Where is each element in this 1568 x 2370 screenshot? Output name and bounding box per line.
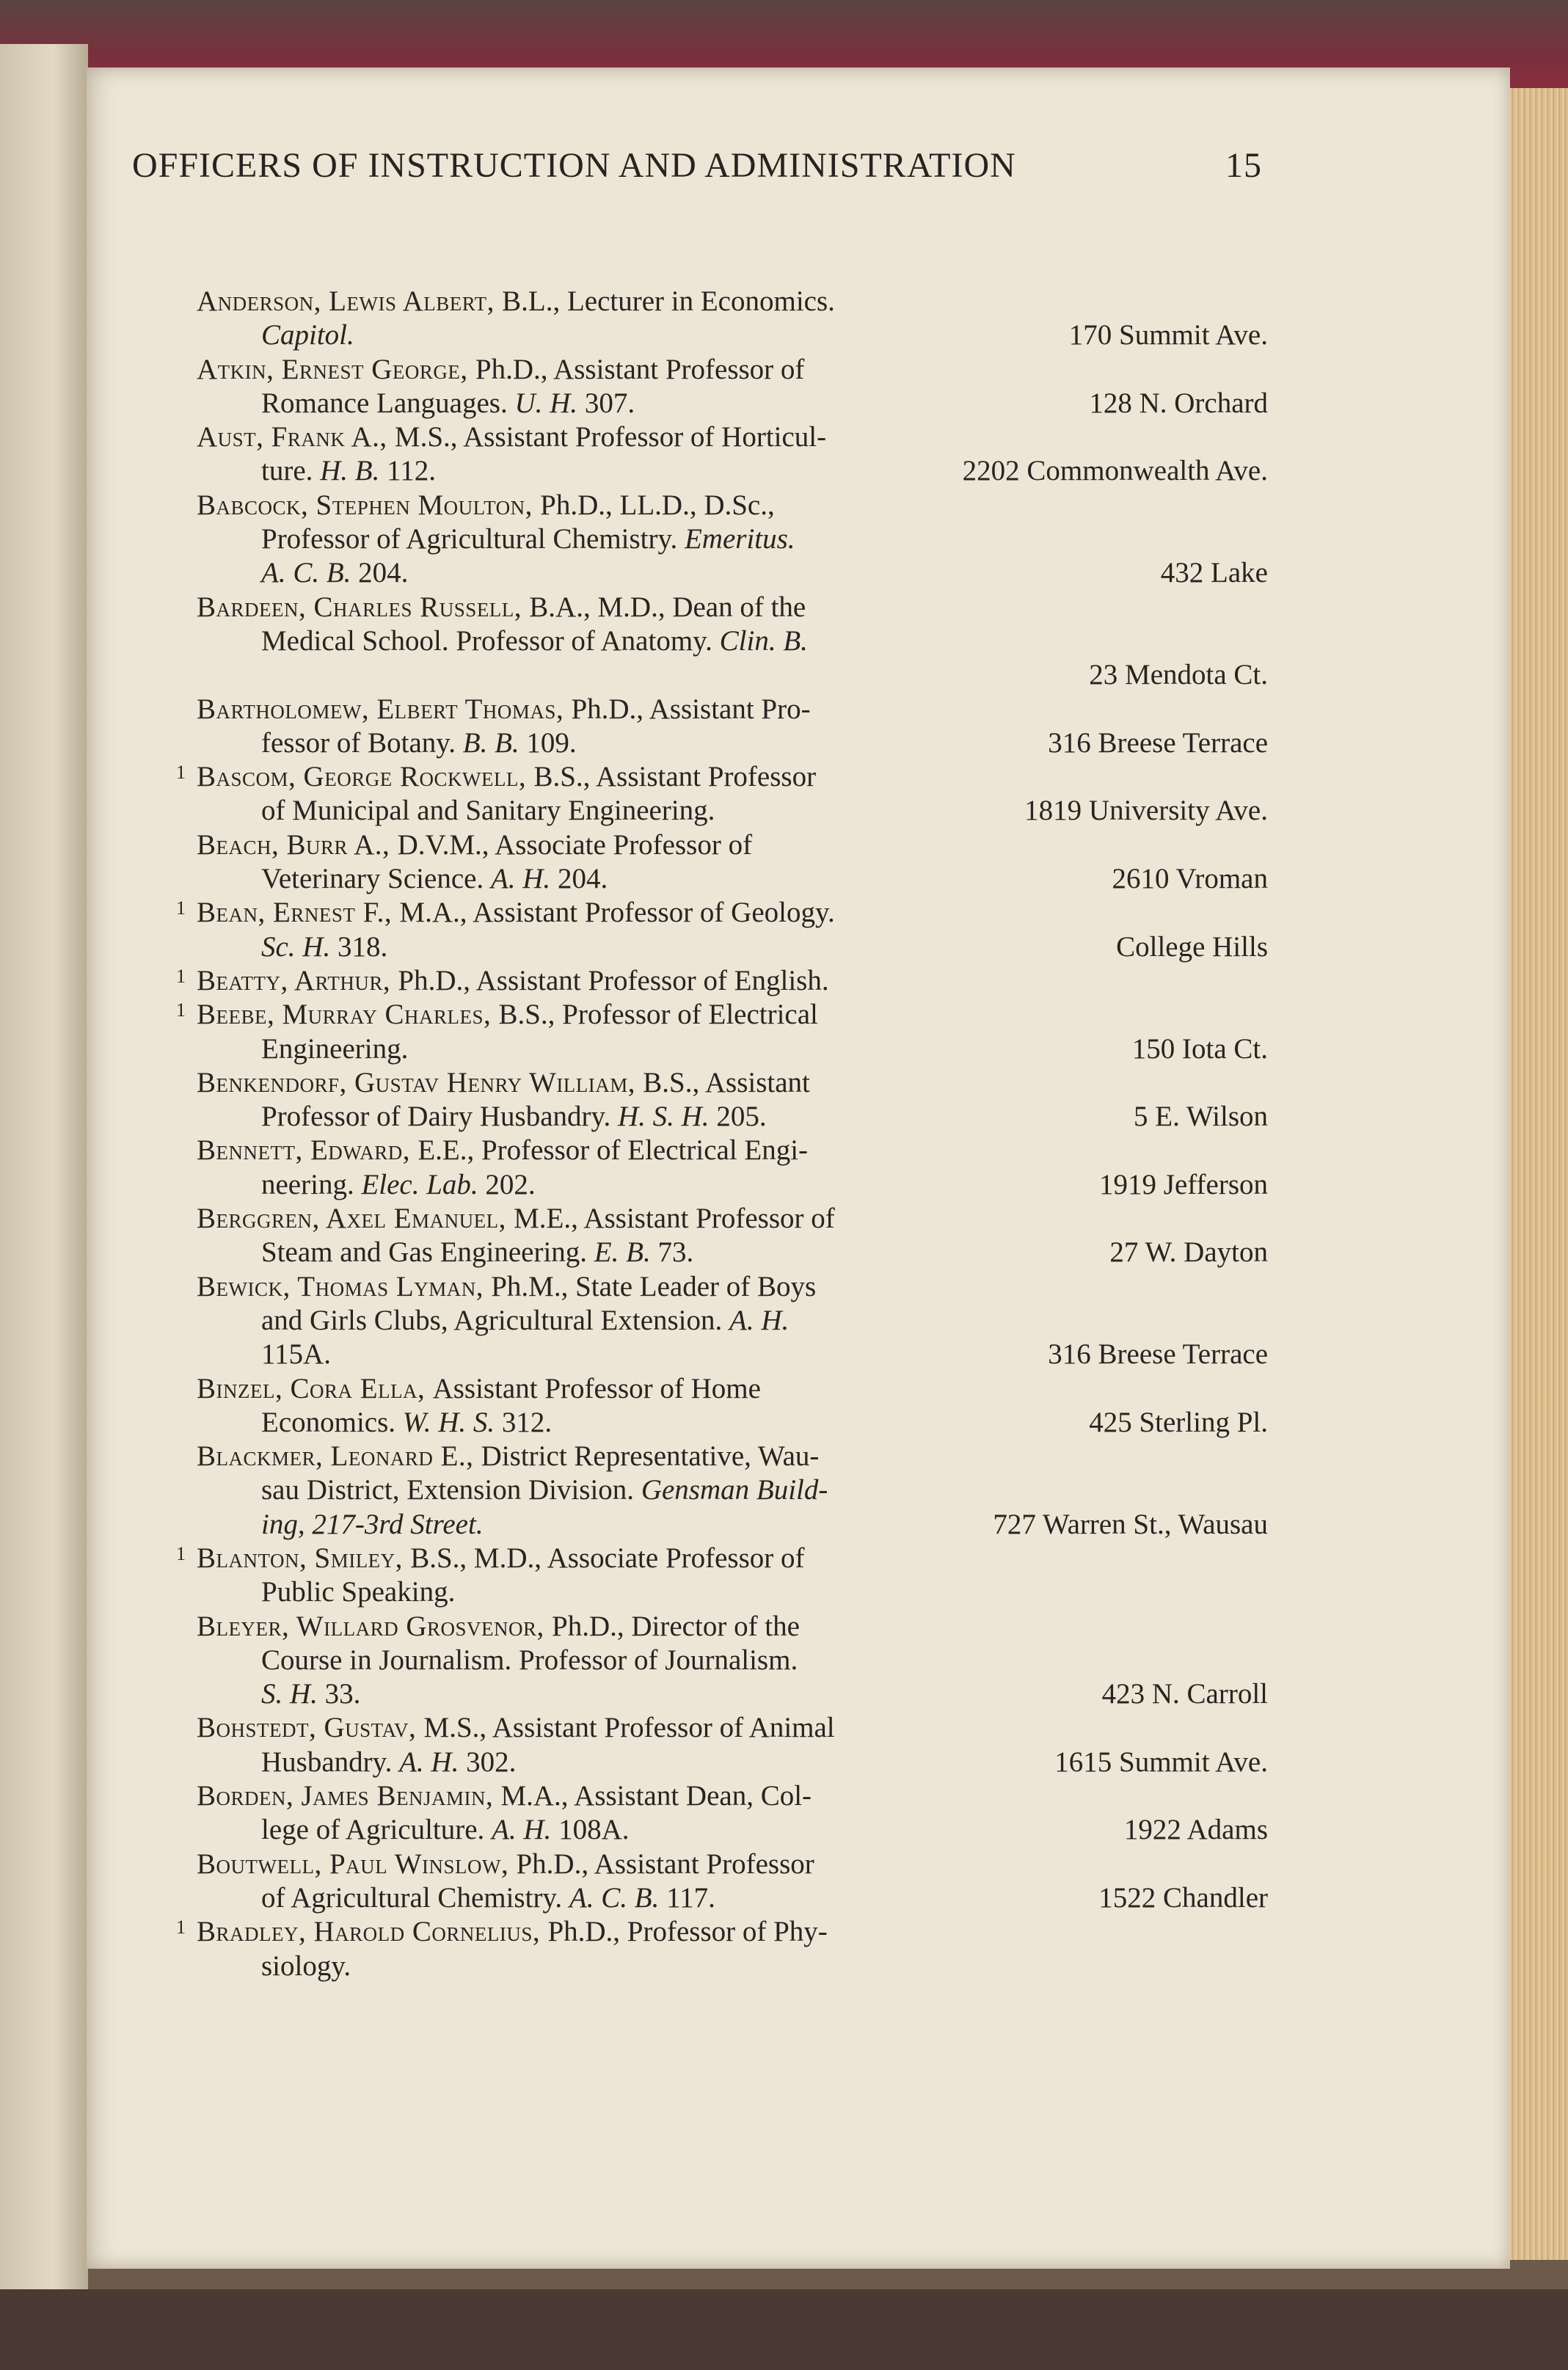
directory-entry (197, 420, 1268, 489)
directory-entry (197, 693, 1268, 761)
continuation-text: Sc. H. 318. (261, 930, 388, 963)
continuation-text: of Municipal and Sanitary Engineering. (261, 795, 715, 827)
directory-entry (197, 1066, 1268, 1134)
entry-line (197, 1881, 1268, 1915)
home-address: 432 Lake (1160, 557, 1268, 589)
entry-line (197, 1338, 1268, 1371)
continuation-text: neering. Elec. Lab. 202. (261, 1168, 536, 1200)
running-head (132, 145, 1262, 186)
continuation-text: Economics. W. H. S. 312. (261, 1406, 553, 1438)
title-text: Ph.D., Assistant Professor (516, 1848, 814, 1880)
person-name: Boutwell, Paul Winslow, (197, 1848, 517, 1880)
entry-line (197, 658, 1268, 692)
person-name: Atkin, Ernest George, (197, 353, 475, 385)
entry-line (197, 556, 1268, 590)
entry-line (197, 318, 1268, 352)
footnote-marker: 1 (176, 965, 186, 987)
entry-line (197, 522, 1268, 556)
person-name: Aust, Frank A., (197, 421, 395, 453)
person-name: Bennett, Edward, (197, 1134, 418, 1167)
location-abbrev: Clin. B. (719, 624, 808, 657)
entry-line (197, 1711, 1268, 1745)
entry-line (197, 353, 1268, 387)
title-text: Ph.D., Assistant Pro- (571, 693, 811, 725)
location-abbrev: ing, 217-3rd Street. (261, 1508, 484, 1540)
entry-line (197, 1100, 1268, 1134)
home-address: 2202 Commonwealth Ave. (962, 455, 1268, 487)
continuation-text: Course in Journalism. Professor of Journalism. (261, 1644, 798, 1676)
person-name: Bardeen, Charles Russell, (197, 591, 530, 623)
location-abbrev: W. H. S. (402, 1406, 502, 1438)
continuation-text: of Agricultural Chemistry. A. C. B. 117. (261, 1881, 715, 1914)
entry-line (197, 1848, 1268, 1881)
location-abbrev: Emeritus. (684, 523, 795, 555)
directory-entry (176, 896, 1268, 964)
directory-entry (176, 1915, 1268, 1983)
person-name: Bohstedt, Gustav, (197, 1712, 424, 1744)
location-abbrev: B. B. (462, 726, 527, 759)
title-text: Ph.D., LL.D., D.Sc., (540, 489, 775, 521)
entry-line (197, 1575, 1268, 1609)
entry-line (197, 454, 1268, 488)
continuation-text: Professor of Dairy Husbandry. H. S. H. 205. (261, 1101, 767, 1133)
title-text: District Representative, Wau- (481, 1440, 820, 1473)
directory-entry (197, 489, 1268, 591)
entry-line (197, 1779, 1268, 1813)
footnote-marker: 1 (176, 762, 186, 784)
home-address: College Hills (1116, 930, 1268, 963)
book-cover-bottom (0, 2289, 1568, 2370)
home-address: 316 Breese Terrace (1048, 1338, 1268, 1371)
location-abbrev: Capitol. (261, 319, 354, 351)
continuation-text: S. H. 33. (261, 1678, 361, 1710)
location-abbrev: A. H. (490, 863, 558, 895)
entry-line (197, 1406, 1268, 1440)
entry-line (197, 1440, 1268, 1473)
title-text: B.S., M.D., Associate Professor of (410, 1542, 805, 1574)
title-text: Ph.D., Assistant Professor of (475, 353, 805, 385)
title-text: B.L., Lecturer in Economics. (502, 285, 835, 317)
entry-line (176, 998, 1268, 1032)
continuation-text: Husbandry. A. H. 302. (261, 1746, 517, 1778)
person-name: Blanton, Smiley, (197, 1542, 411, 1574)
title-text: B.S., Professor of Electrical (498, 999, 818, 1031)
footnote-marker: 1 (176, 1917, 186, 1939)
continuation-text: 115A. (261, 1338, 331, 1371)
entry-line (197, 1950, 1268, 1983)
title-text: Ph.D., Assistant Professor of English. (398, 964, 829, 996)
person-name: Berggren, Axel Emanuel, (197, 1203, 514, 1235)
location-abbrev: A. C. B. (261, 557, 359, 589)
running-head-title: OFFICERS OF INSTRUCTION AND ADMINISTRATION (132, 146, 1016, 185)
continuation-text: lege of Agriculture. A. H. 108A. (261, 1814, 630, 1846)
entry-line (197, 1032, 1268, 1066)
location-abbrev: Gensman Build- (641, 1474, 828, 1506)
title-text: B.A., M.D., Dean of the (529, 591, 806, 623)
location-abbrev: E. B. (594, 1236, 658, 1269)
location-abbrev: Elec. Lab. (361, 1168, 478, 1200)
entry-line (197, 591, 1268, 624)
entry-line (197, 726, 1268, 760)
directory-entry (197, 1779, 1268, 1848)
directory-entry (197, 1202, 1268, 1270)
home-address: 23 Mendota Ct. (1089, 659, 1268, 691)
person-name: Bean, Ernest F., (197, 897, 400, 929)
location-abbrev: A. H. (729, 1304, 790, 1336)
entry-line (197, 1372, 1268, 1406)
entry-line (197, 1677, 1268, 1711)
entry-line (197, 693, 1268, 726)
title-text: M.A., Assistant Dean, Col- (500, 1780, 812, 1812)
person-name: Bartholomew, Elbert Thomas, (197, 693, 572, 725)
title-text: D.V.M., Associate Professor of (397, 828, 753, 861)
entry-line (197, 1270, 1268, 1304)
home-address: 150 Iota Ct. (1131, 1032, 1268, 1065)
home-address: 1615 Summit Ave. (1054, 1746, 1268, 1778)
home-address: 425 Sterling Pl. (1089, 1406, 1268, 1438)
entry-line (197, 1610, 1268, 1644)
person-name: Blackmer, Leonard E., (197, 1440, 481, 1473)
continuation-text: siology. (261, 1950, 351, 1982)
location-abbrev: H. B. (320, 455, 387, 487)
person-name: Bewick, Thomas Lyman, (197, 1270, 492, 1302)
person-name: Bascom, George Rockwell, (197, 761, 534, 793)
person-name: Binzel, Cora Ella, (197, 1372, 433, 1404)
title-text: Ph.D., Director of the (552, 1610, 800, 1642)
home-address: 423 N. Carroll (1101, 1678, 1268, 1710)
continuation-text: Engineering. (261, 1032, 409, 1065)
title-text: M.A., Assistant Professor of Geology. (399, 897, 835, 929)
person-name: Anderson, Lewis Albert, (197, 285, 503, 317)
title-text: Ph.D., Professor of Phy- (547, 1916, 828, 1948)
entry-line (197, 1168, 1268, 1202)
directory-entry (197, 1711, 1268, 1779)
home-address: 170 Summit Ave. (1068, 319, 1268, 351)
directory-entry (197, 1372, 1268, 1440)
entry-line (176, 1915, 1268, 1949)
directory-entry (197, 1848, 1268, 1916)
page-number: 15 (1225, 146, 1262, 185)
footnote-marker: 1 (176, 1542, 186, 1564)
continuation-text: Public Speaking. (261, 1576, 456, 1608)
entry-line (197, 1236, 1268, 1269)
continuation-text: Medical School. Professor of Anatomy. Clin. B. (261, 624, 808, 657)
home-address: 1922 Adams (1123, 1814, 1268, 1846)
entry-line (197, 420, 1268, 454)
entry-line (197, 285, 1268, 318)
entry-line (197, 387, 1268, 420)
title-text: B.S., Assistant Professor (533, 761, 817, 793)
title-text: Assistant Professor of Home (432, 1372, 761, 1404)
directory-entry (197, 1270, 1268, 1372)
continuation-text: ture. H. B. 112. (261, 455, 436, 487)
continuation-text: Professor of Agricultural Chemistry. Emeritus. (261, 523, 795, 555)
directory-entry (197, 828, 1268, 897)
person-name: Bleyer, Willard Grosvenor, (197, 1610, 553, 1642)
entry-line (197, 624, 1268, 658)
continuation-text (261, 319, 354, 351)
entry-line (176, 1542, 1268, 1575)
directory-entry (197, 591, 1268, 693)
continuation-text: A. C. B. 204. (261, 557, 409, 589)
facing-page-edge (0, 44, 88, 2304)
location-abbrev: H. S. H. (617, 1101, 717, 1133)
title-text: M.S., Assistant Professor of Animal (423, 1712, 835, 1744)
directory-entry (197, 285, 1268, 353)
entry-line (197, 862, 1268, 896)
entry-line (197, 1134, 1268, 1167)
title-text: M.E., Assistant Professor of (514, 1203, 835, 1235)
directory-entry (176, 760, 1268, 828)
home-address: 727 Warren St., Wausau (993, 1508, 1268, 1540)
person-name: Beatty, Arthur, (197, 964, 398, 996)
entry-line (197, 1066, 1268, 1100)
entry-line (197, 1644, 1268, 1677)
entry-line (197, 1746, 1268, 1779)
home-address: 27 W. Dayton (1109, 1236, 1268, 1269)
home-address: 1522 Chandler (1098, 1881, 1268, 1914)
entry-line (197, 1304, 1268, 1338)
entry-line (197, 930, 1268, 964)
entry-line (176, 896, 1268, 930)
person-name: Benkendorf, Gustav Henry William, (197, 1066, 643, 1098)
location-abbrev: A. H. (492, 1814, 559, 1846)
entry-line (197, 489, 1268, 522)
person-name: Borden, James Benjamin, (197, 1780, 501, 1812)
title-text: M.S., Assistant Professor of Horticul- (394, 421, 827, 453)
person-name: Babcock, Stephen Moulton, (197, 489, 541, 521)
title-text: E.E., Professor of Electrical Engi- (417, 1134, 809, 1167)
directory-entry (197, 1134, 1268, 1202)
entry-line (197, 828, 1268, 862)
entry-line (197, 1508, 1268, 1542)
directory-entry (176, 1542, 1268, 1610)
entry-line (176, 760, 1268, 794)
directory-entries (176, 285, 1268, 1983)
entry-line (197, 1473, 1268, 1507)
person-name: Bradley, Harold Cornelius, (197, 1916, 548, 1948)
directory-entry (197, 353, 1268, 421)
entry-line (197, 1813, 1268, 1847)
continuation-text: Veterinary Science. A. H. 204. (261, 863, 608, 895)
continuation-text: Romance Languages. U. H. 307. (261, 387, 635, 419)
home-address: 128 N. Orchard (1089, 387, 1268, 419)
location-abbrev: S. H. (261, 1678, 325, 1710)
person-name: Beebe, Murray Charles, (197, 999, 499, 1031)
directory-entry (197, 1610, 1268, 1712)
continuation-text: and Girls Clubs, Agricultural Extension. A. H. (261, 1304, 790, 1336)
continuation-text (261, 1509, 484, 1540)
footnote-marker: 1 (176, 897, 186, 919)
title-text: Ph.M., State Leader of Boys (491, 1270, 817, 1302)
location-abbrev: Sc. H. (261, 930, 338, 963)
home-address: 5 E. Wilson (1134, 1101, 1268, 1133)
person-name: Beach, Burr A., (197, 828, 398, 861)
title-text: B.S., Assistant (643, 1066, 810, 1098)
entry-line (197, 794, 1268, 828)
footnote-marker: 1 (176, 999, 186, 1021)
directory-entry (176, 998, 1268, 1066)
directory-entry (197, 1440, 1268, 1542)
location-abbrev: A. H. (399, 1746, 467, 1778)
continuation-text: Steam and Gas Engineering. E. B. 73. (261, 1236, 694, 1269)
home-address: 2610 Vroman (1112, 863, 1268, 895)
entry-line (197, 1202, 1268, 1236)
location-abbrev: U. H. (514, 387, 585, 419)
directory-entry (176, 964, 1268, 998)
home-address: 1819 University Ave. (1024, 795, 1268, 827)
location-abbrev: A. C. B. (569, 1881, 667, 1914)
home-address: 1919 Jefferson (1099, 1168, 1268, 1200)
continuation-text: sau District, Extension Division. Gensman Build- (261, 1474, 828, 1506)
home-address: 316 Breese Terrace (1048, 726, 1268, 759)
entry-line (176, 964, 1268, 998)
continuation-text: fessor of Botany. B. B. 109. (261, 726, 577, 759)
